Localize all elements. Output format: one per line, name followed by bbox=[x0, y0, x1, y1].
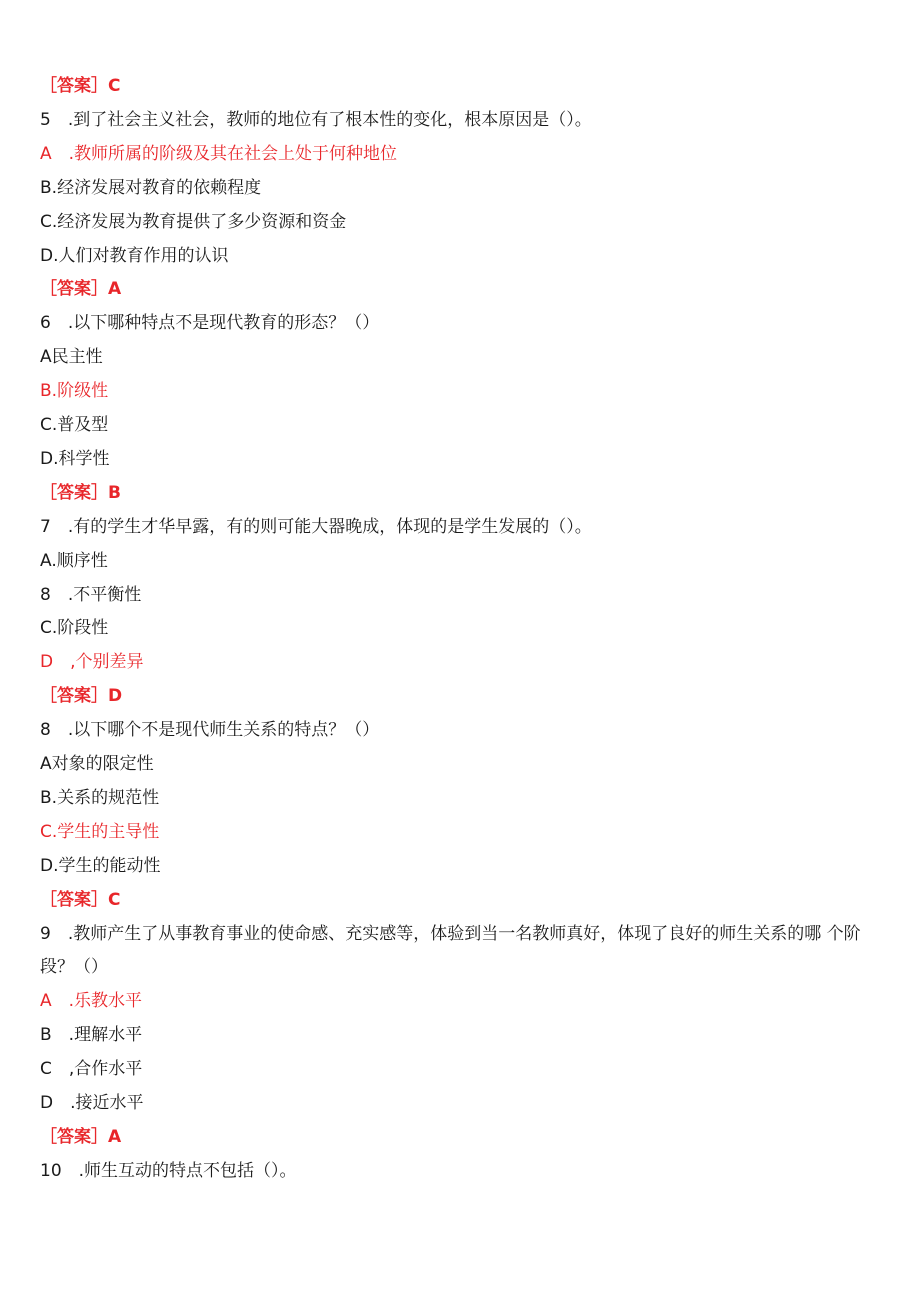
text-line: A对象的限定性 bbox=[40, 754, 154, 774]
text-line: C ,合作水平 bbox=[40, 1059, 143, 1079]
text-line: C.普及型 bbox=[40, 415, 109, 435]
answer-line: ［答案］C bbox=[40, 76, 121, 96]
answer-line: ［答案］C bbox=[40, 890, 121, 910]
text-line: 8 .不平衡性 bbox=[40, 585, 142, 605]
text-line: B.阶级性 bbox=[40, 381, 109, 401]
text-line: A .教师所属的阶级及其在社会上处于何种地位 bbox=[40, 144, 398, 164]
text-line: D.科学性 bbox=[40, 449, 110, 469]
text-line: C.学生的主导性 bbox=[40, 822, 160, 842]
answer-line: ［答案］B bbox=[40, 483, 121, 503]
text-line: A民主性 bbox=[40, 347, 103, 367]
text-line: 9 .教师产生了从事教育事业的使命感、充实感等，体验到当一名教师真好，体现了良好的师生关系的哪 个阶 bbox=[40, 924, 861, 944]
text-line: 6 .以下哪种特点不是现代教育的形态？（） bbox=[40, 313, 380, 333]
text-line: 段？（） bbox=[40, 957, 108, 977]
text-line: C.阶段性 bbox=[40, 618, 109, 638]
text-line: A .乐教水平 bbox=[40, 991, 143, 1011]
answer-line: ［答案］D bbox=[40, 686, 123, 706]
text-line: B .理解水平 bbox=[40, 1025, 143, 1045]
answer-line: ［答案］A bbox=[40, 279, 122, 299]
text-line: D .接近水平 bbox=[40, 1093, 144, 1113]
text-line: C.经济发展为教育提供了多少资源和资金 bbox=[40, 212, 347, 232]
text-line: D.学生的能动性 bbox=[40, 856, 161, 876]
text-line: A.顺序性 bbox=[40, 551, 108, 571]
text-line: D ,个别差异 bbox=[40, 652, 144, 672]
text-line: 7 .有的学生才华早露，有的则可能大器晚成，体现的是学生发展的（）。 bbox=[40, 517, 592, 537]
text-line: B.关系的规范性 bbox=[40, 788, 160, 808]
text-line: 10 .师生互动的特点不包括（）。 bbox=[40, 1161, 297, 1181]
text-line: 8 .以下哪个不是现代师生关系的特点？（） bbox=[40, 720, 380, 740]
answer-line: ［答案］A bbox=[40, 1127, 122, 1147]
text-line: B.经济发展对教育的依赖程度 bbox=[40, 178, 262, 198]
text-line: D.人们对教育作用的认识 bbox=[40, 246, 229, 266]
text-line: 5 .到了社会主义社会，教师的地位有了根本性的变化，根本原因是（）。 bbox=[40, 110, 592, 130]
